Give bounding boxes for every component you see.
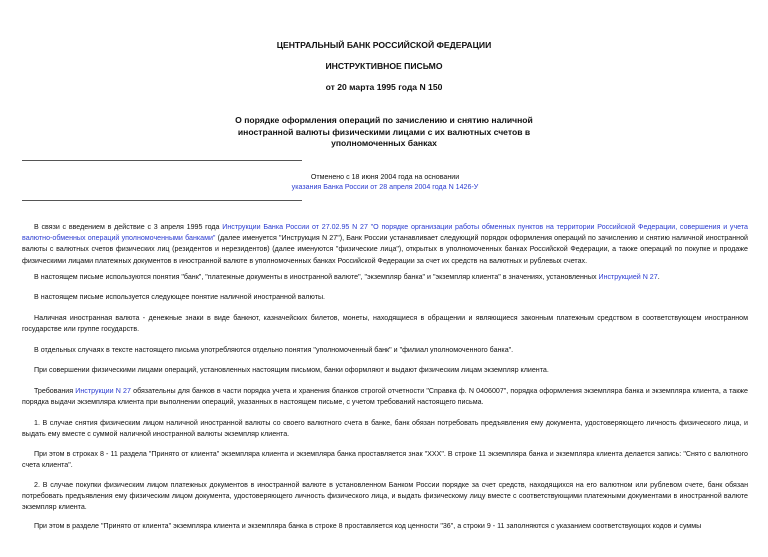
paragraph-terms-text-a: В настоящем письме используются понятия "банк", "платежные документы в иностранной валюте", "экземпляр банка" и "экземпляр клиента" в значениях, установленных [34, 273, 599, 281]
cancellation-link[interactable]: указания Банка России от 28 апреля 2004 года N 1426-У [291, 183, 479, 191]
paragraph-intro [22, 222, 748, 267]
paragraph-item-2-details: При этом в разделе "Принято от клиента" экземпляра клиента и экземпляра банка в строке 8 проставляется код ценности "36", а строки 9 - 11 заполняются с указанием соответствующих кодов и суммы [34, 522, 702, 530]
paragraph-terms [22, 272, 748, 283]
document-subject: О порядке оформления операций по зачислению и снятию наличной иностранной валюты физическими лицами с их валютных счетов в уполномоченных банках [235, 115, 533, 148]
paragraph-terms-text-b: . [657, 273, 660, 281]
paragraph-requirements-text-b: обязательны для банков в части порядка учета и хранения бланков строгой отчетности "Справка ф. N 0406007", порядка оформления экземпляра банка и экземпляра клиента, а также порядка выдачи экземпляра клиента при выполнении операций, указанных в настоящем письме, с учетом требований настоящего письма. [22, 387, 748, 407]
paragraph-item-2: 2. В случае покупки физическим лицом платежных документов в иностранной валюте в установленном Банком России порядке за счет средств, находящихся на его валютном или рублевом счете, банк обязан потребовать предъявления ему физическим лицом документа, удостоверяющего личность физического лица, и выдать физическому лицу вместе с соответствующими платежными документами в иностранной валюте экземпляр клиента. [22, 481, 748, 512]
document-date-heading: от 20 марта 1995 года N 150 [325, 82, 443, 92]
paragraph-intro-text-b: (далее именуется "Инструкция N 27"), Банк России устанавливает следующий порядок оформления операций по зачислению и снятию наличной иностранной валюты с валютных счетов физических лиц (резидентов и нерезидентов) (далее именуются "физические лица"), открытых в уполномоченных банках Российской Федерации, а также операций по покупке и продаже физическими лицами платежных документов в иностранной валюте в уполномоченных банках Российской Федерации за счет их средств на валютных и рублевых счетах. [22, 234, 748, 265]
paragraph-item-1: 1. В случае снятия физическим лицом наличной иностранной валюты со своего валютного счета в банке, банк обязан потребовать предъявления ему документа, удостоверяющего личность физического лица, и выдать ему вместе с суммой наличной иностранной валюты экземпляр клиента. [22, 419, 748, 439]
cancellation-note: Отменено с 18 июня 2004 года на основании [310, 173, 460, 181]
divider-top [22, 160, 302, 161]
instruction-27-short-link[interactable]: Инструкцией N 27 [598, 273, 658, 281]
issuer-heading: ЦЕНТРАЛЬНЫЙ БАНК РОССИЙСКОЙ ФЕДЕРАЦИИ [276, 40, 492, 50]
instruction-27-link[interactable]: Инструкции Банка России от 27.02.95 N 27 "О порядке организации работы обменных пунктов на территории Российской Федерации, совершения и учета валютно-обменных операций уполномоченными банками" [22, 223, 748, 243]
divider-bottom [22, 200, 302, 201]
instruction-27-requirements-link[interactable]: Инструкции N 27 [75, 387, 131, 395]
paragraph-currency-concept: В настоящем письме используется следующее понятие наличной иностранной валюты. [34, 293, 326, 301]
paragraph-intro-text-a: В связи с введением в действие с 3 апреля 1995 года [34, 223, 223, 231]
paragraph-requirements-text-a: Требования [34, 387, 76, 395]
paragraph-currency-definition: Наличная иностранная валюта - денежные знаки в виде банкнот, казначейских билетов, монеты, находящиеся в обращении и являющиеся законным платежным средством в соответствующем иностранном государстве или группе государств. [22, 314, 748, 334]
paragraph-requirements [22, 386, 748, 408]
paragraph-separate-terms: В отдельных случаях в тексте настоящего письма употребляются отдельно понятия "уполномоченный банк" и "филиал уполномоченного банка". [34, 346, 514, 354]
paragraph-client-copy: При совершении физическими лицами операций, установленных настоящим письмом, банки оформляют и выдают физическим лицам экземпляр клиента. [34, 366, 549, 374]
document-type-heading: ИНСТРУКТИВНОЕ ПИСЬМО [325, 61, 443, 71]
cancellation-link-line [230, 183, 540, 192]
paragraph-item-1-details: При этом в строках 8 - 11 раздела "Принято от клиента" экземпляра клиента и экземпляра банка проставляется знак "XXX". В строке 11 экземпляра банка и экземпляра клиента делается запись: "Снято с валютного счета клиента". [22, 450, 748, 470]
